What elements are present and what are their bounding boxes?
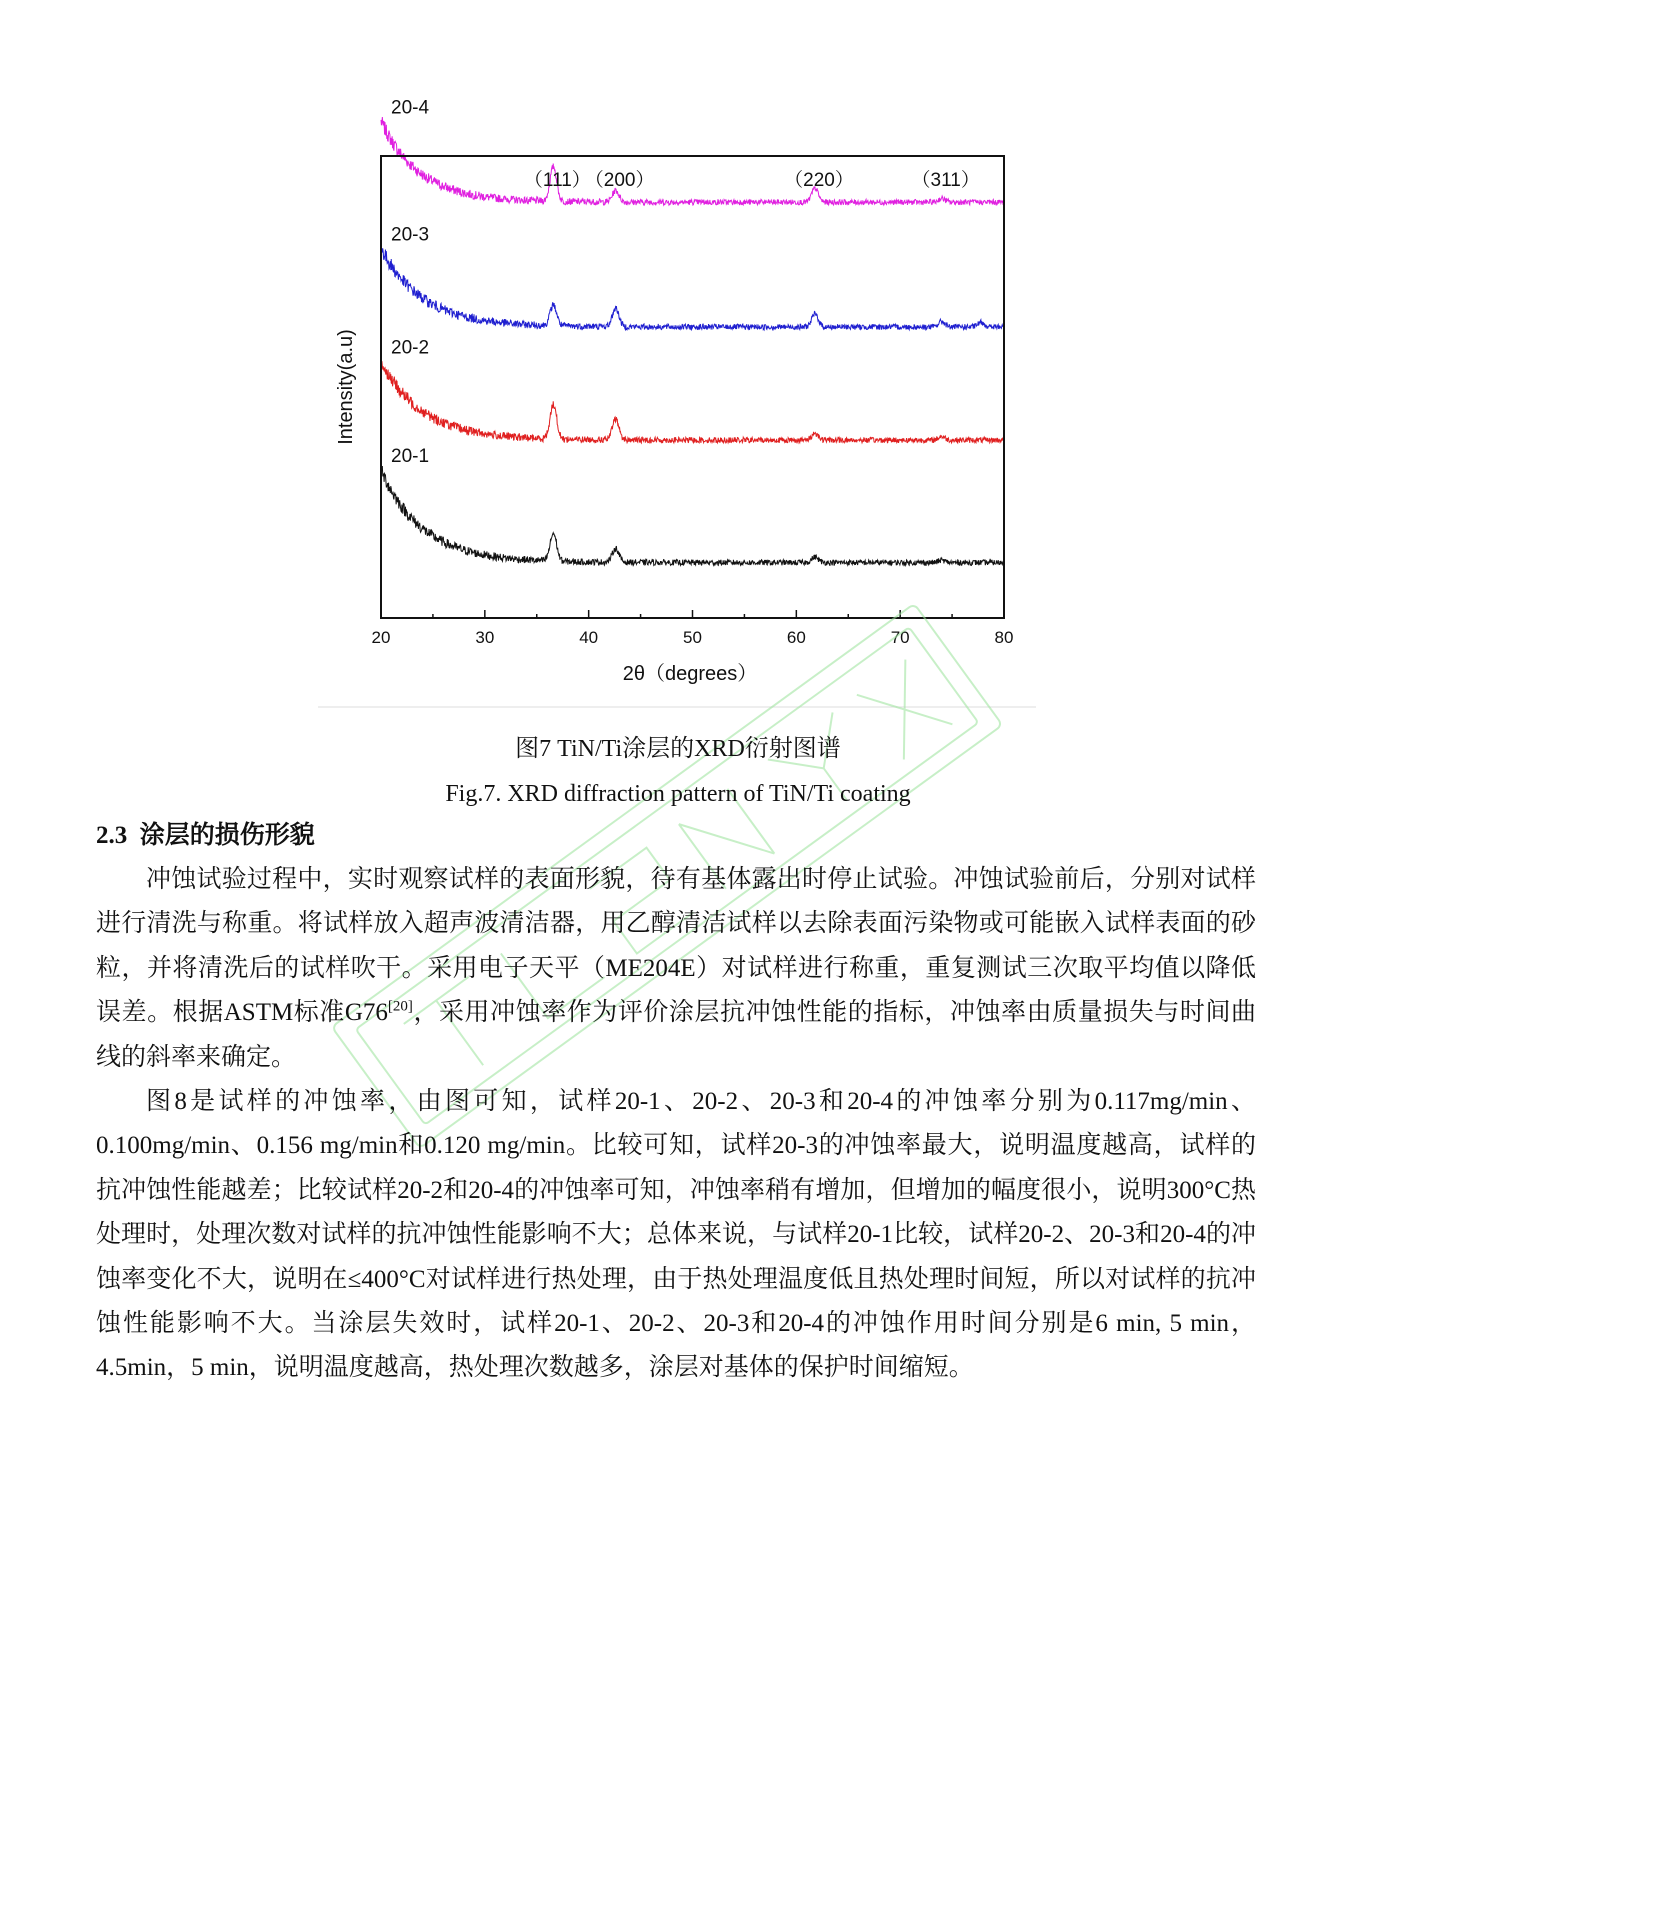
x-tick-label: 30 (475, 628, 495, 647)
series-label: 20-1 (391, 446, 430, 468)
peak-label: （220） (784, 170, 854, 191)
x-axis-label: 2θ（degrees） (622, 663, 758, 685)
paragraph-text: ，采用冲蚀率作为评价涂层抗冲蚀性能的指标，冲蚀率由质量损失与时间曲线的斜率来确定。 (96, 999, 1256, 1071)
series-line-20-2 (381, 355, 1004, 443)
y-axis-label: Intensity(a.u) (335, 329, 357, 445)
series-label: 20-3 (391, 224, 430, 246)
body-paragraph-1 (96, 858, 1256, 1080)
series-line-20-4 (381, 117, 1004, 205)
paragraph-text: 冲蚀试验过程中，实时观察试样的表面形貌，待有基体露出时停止试验。冲蚀试验前后，分别对试样进行清洗与称重。将试样放入超声波清洁器，用乙醇清洁试样以去除表面污染物或可能嵌入试样表面的砂粒，并将清洗后的试样吹干。采用电子天平（ME204E）对试样进行称重，重复测试三次取平均值以降低误差。根据ASTM标准G76 (96, 866, 1256, 1027)
figure-caption-cn: 图7 TiN/Ti涂层的XRD衍射图谱 (515, 736, 841, 762)
series-line-20-1 (381, 465, 1004, 565)
peak-label: （311） (911, 170, 980, 191)
x-tick-label: 20 (371, 628, 391, 647)
section-title: 涂层的损伤形貌 (139, 822, 315, 849)
x-tick-label: 80 (994, 628, 1014, 647)
citation-ref: [20] (387, 998, 413, 1015)
section-number: 2.3 (96, 822, 128, 849)
peak-label: （200） (584, 170, 655, 191)
series-line-20-3 (381, 246, 1004, 329)
peak-label: （111） (523, 170, 591, 191)
series-label: 20-2 (391, 337, 430, 359)
x-tick-label: 60 (786, 628, 806, 647)
section-heading (96, 821, 315, 851)
plot-frame (381, 156, 1004, 618)
series-label: 20-4 (391, 97, 430, 119)
figure-caption-en: Fig.7. XRD diffraction pattern of TiN/Ti coating (445, 781, 911, 807)
series-layer (381, 117, 1004, 565)
x-tick-label: 70 (890, 628, 910, 647)
x-tick-label: 50 (683, 628, 702, 647)
labels-layer (391, 97, 980, 467)
x-tick-label: 40 (579, 628, 599, 647)
body-paragraph-2: 图8是试样的冲蚀率，由图可知，试样20-1、20-2、20-3和20-4的冲蚀率分别为0.117mg/min、0.100mg/min、0.156 mg/min和0.120 mg/min。比较可知，试样20-3的冲蚀率最大，说明温度越高，试样的抗冲蚀性能越差；比较试样20-2和20-4的冲蚀率可知，冲蚀率稍有增加，但增加的幅度很小，说明300°C热处理时，处理次数对试样的抗冲蚀性能影响不大；总体来说，与试样20-1比较，试样20-2、20-3和20-4的冲蚀率变化不大，说明在≤400°C对试样进行热处理，由于热处理温度低且热处理时间短，所以对试样的抗冲蚀性能影响不大。当涂层失效时，试样20-1、20-2、20-3和20-4的冲蚀作用时间分别是6 min, 5 min，4.5min，5 min，说明温度越高，热处理次数越多，涂层对基体的保护时间缩短。 (96, 1088, 1256, 1382)
